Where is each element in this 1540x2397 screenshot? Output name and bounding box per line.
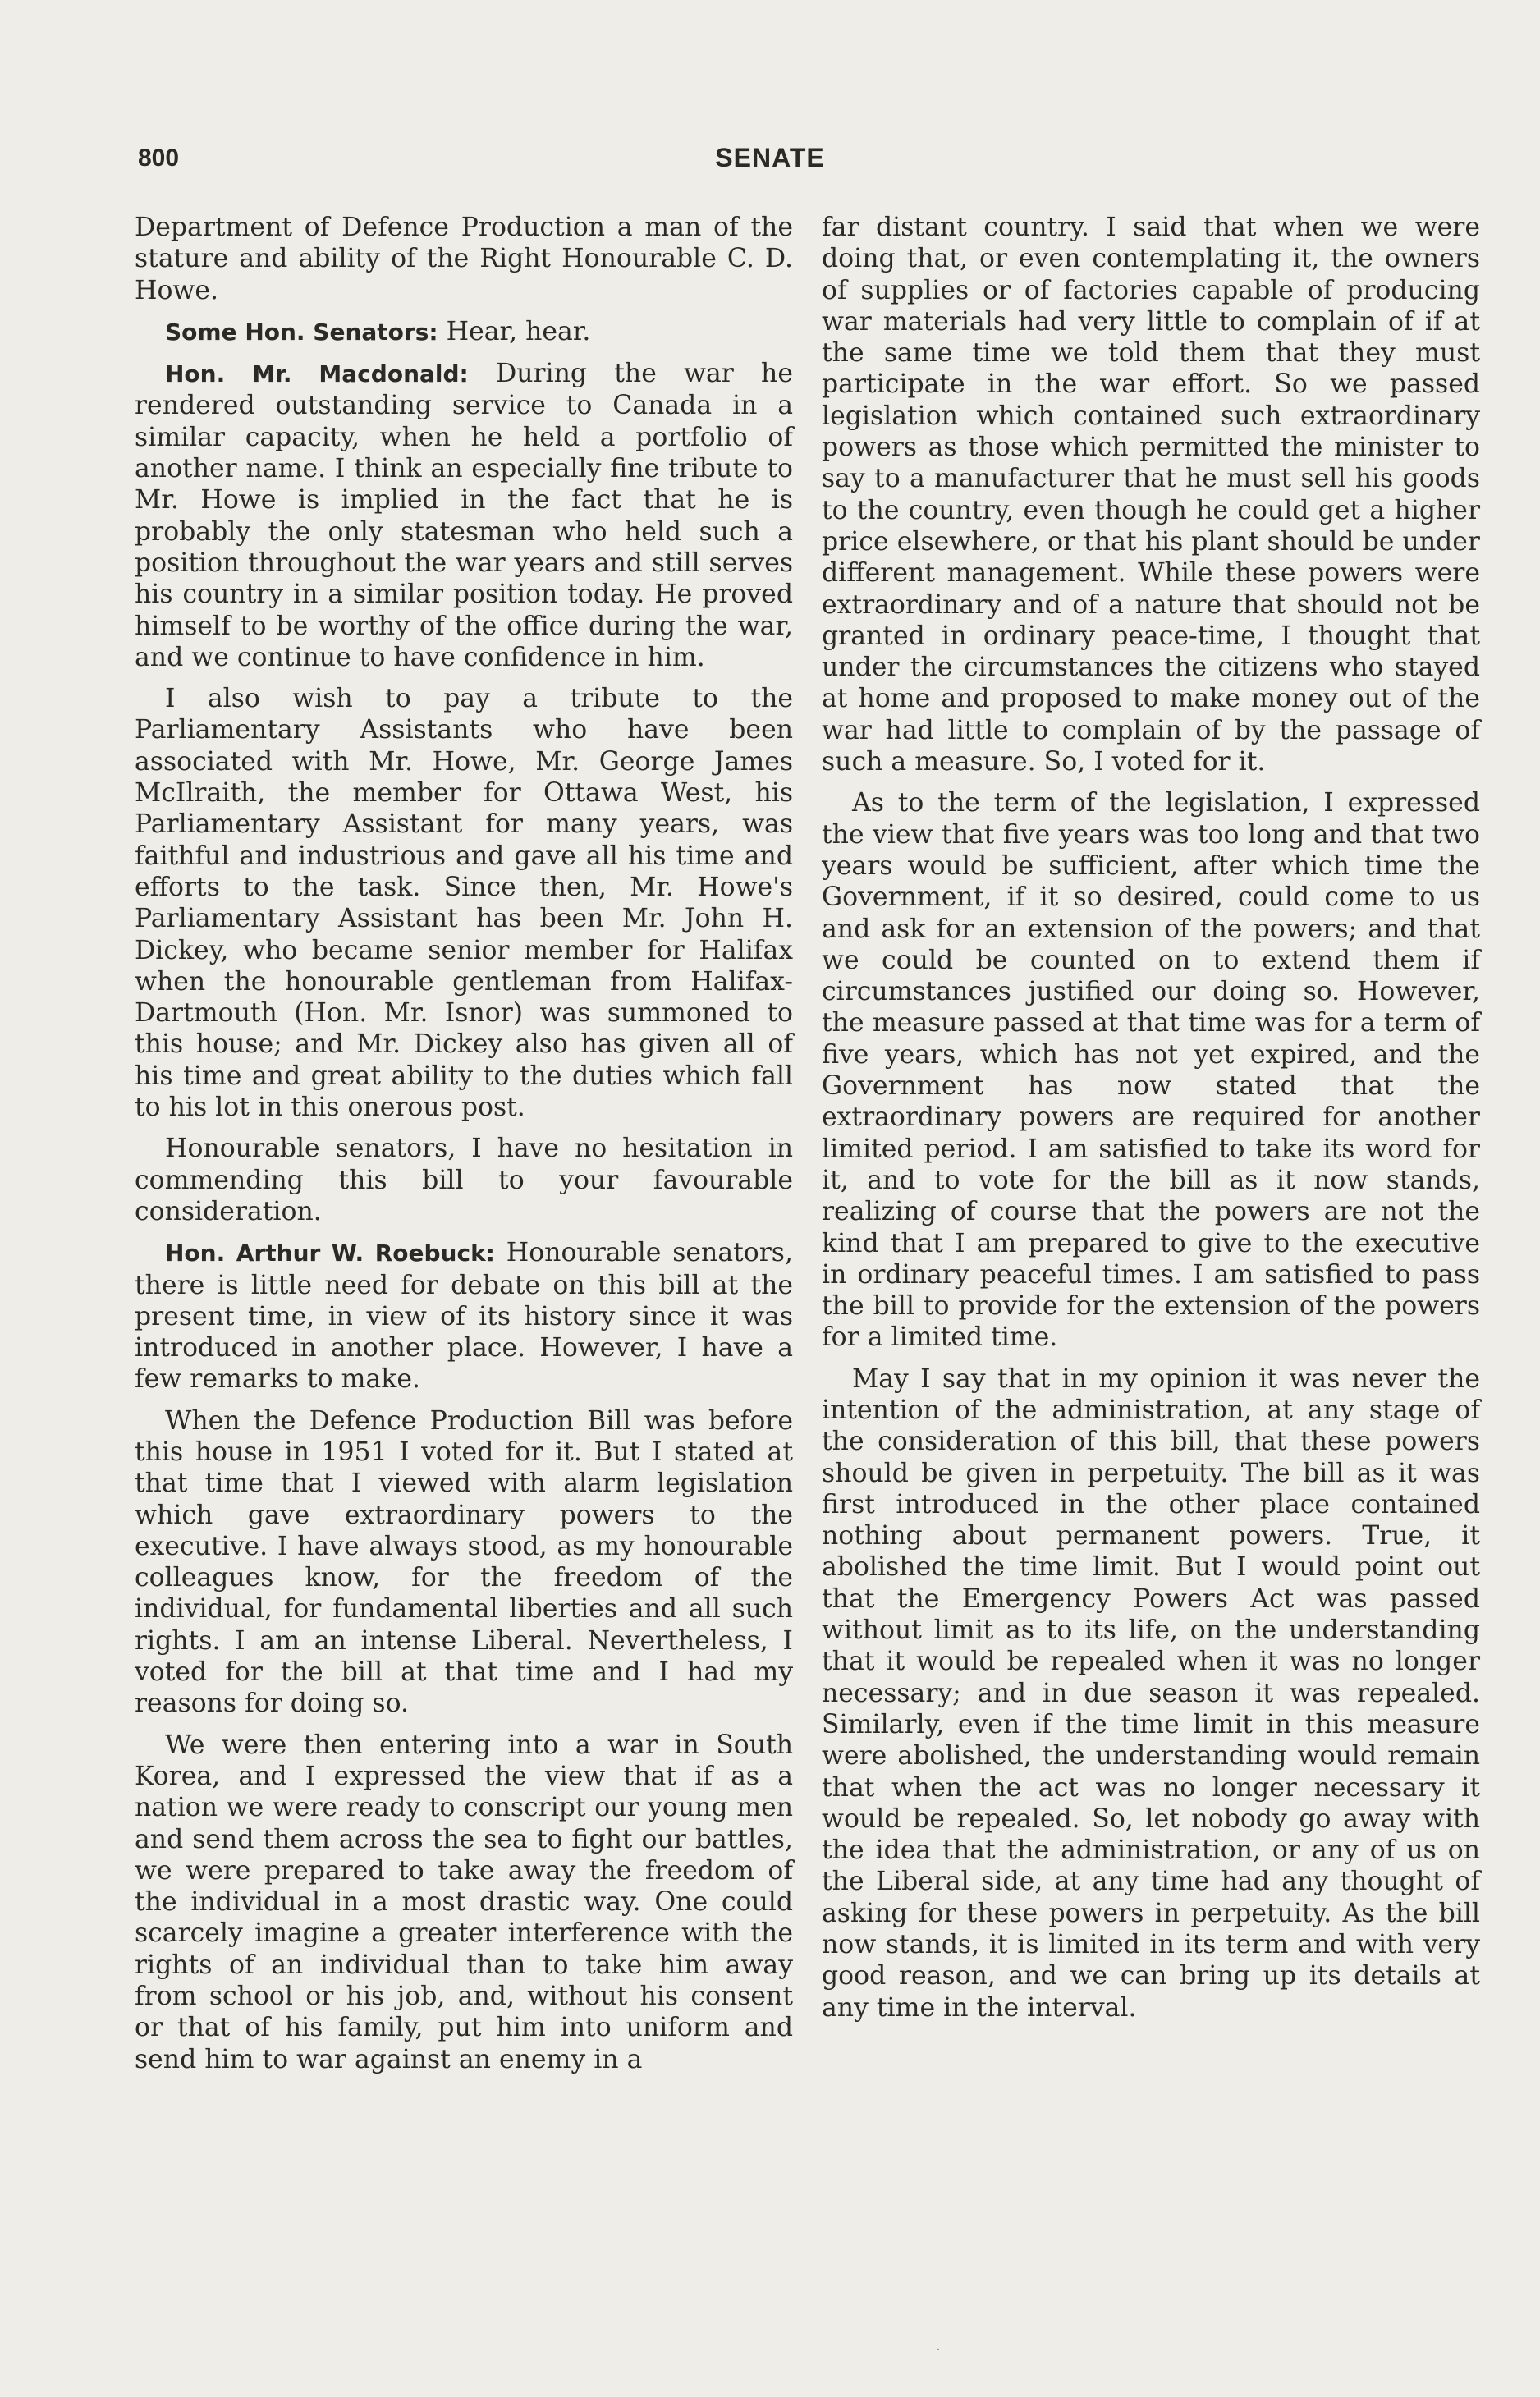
paragraph (135, 1405, 793, 1720)
paragraph-text: far distant country. I said that when we were doing that, or even contemplating it, the owners of supplies or of factories capable of producing war materials had very little to complain of if at the same time we told them that they must participate in the war effort. So we passed legislation which contained such extraordinary powers as those which permitted the minister to say to a manufacturer that he must sell his goods to the country, even though he could get a higher price elsewhere, or that his plant should be under different management. While these powers were extraordinary and of a nature that should not be granted in ordinary peace-time, I thought that under the circumstances the citizens who stayed at home and proposed to make money out of the war had little to complain of by the passage of such a measure. So, I voted for it. (822, 213, 1480, 777)
paragraph (822, 1363, 1480, 2023)
speaker-name: Hon. Mr. Macdonald: (165, 360, 469, 388)
paragraph (135, 358, 793, 673)
paragraph-text: Department of Defence Production a man of the stature and ability of the Right Honourable C. D. Howe. (135, 213, 793, 305)
paragraph-text: As to the term of the legislation, I expressed the view that five years was too long and that two years would be sufficient, after which time the Government, if it so desired, could come to us and ask for an extension of the powers; and that we could be counted on to extend them if circumstances justified our doing so. However, the measure passed at that time was for a term of five years, which has not yet expired, and the Government has now stated that the extraordinary powers are required for another limited period. I am satisfied to take its word for it, and to vote for the bill as it now stands, realizing of course that the powers are not the kind that I am prepared to give to the executive in ordinary peaceful times. I am satisfied to pass the bill to provide for the extension of the powers for a limited time. (822, 788, 1480, 1353)
paragraph (135, 212, 793, 306)
paragraph (135, 1730, 793, 2075)
paragraph-text: May I say that in my opinion it was never the intention of the administration, at any stage of the consideration of this bill, that these powers should be given in perpetuity. The bill as it was first introduced in the other place contained nothing about permanent powers. True, it abolished the time limit. But I would point out that the Emergency Powers Act was passed without limit as to its life, on the understanding that it would be repealed when it was no longer necessary; and in due season it was repealed. Similarly, even if the time limit in this measure were abolished, the understanding would remain that when the act was no longer necessary it would be repealed. So, let nobody go away with the idea that the administration, or any of us on the Liberal side, at any time had any thought of asking for these powers in perpetuity. As the bill now stands, it is limited in its term and with very good reason, and we can bring up its details at any time in the interval. (822, 1363, 1480, 2023)
speaker-name: Hon. Arthur W. Roebuck: (165, 1240, 495, 1267)
paragraph-text: During the war he rendered outstanding service to Canada in a similar capacity, when he held a portfolio of another name. I think an especially fine tribute to Mr. Howe is implied in the fact that he is probably the only statesman who held such a position throughout the war years and still serves his country in a similar position today. He proved himself to be worthy of the office during the war, and we continue to have confidence in him. (135, 359, 793, 672)
paragraph-text: Hear, hear. (446, 316, 591, 346)
speaker-name: Some Hon. Senators: (165, 318, 438, 346)
left-column (135, 212, 793, 2085)
paragraph-text: I also wish to pay a tribute to the Parliamentary Assistants who have been associated with Mr. Howe, Mr. George James McIlraith, the member for Ottawa West, his Parliamentary Assistant for many years, was faithful and industrious and gave all his time and efforts to the task. Since then, Mr. Howe's Parliamentary Assistant has been Mr. John H. Dickey, who became senior member for Halifax when the honourable gentleman from Halifax-Dartmouth (Hon. Mr. Isnor) was summoned to this house; and Mr. Dickey also has given all of his time and great ability to the duties which fall to his lot in this onerous post. (135, 684, 793, 1123)
page-title: SENATE (715, 143, 825, 172)
paragraph (822, 787, 1480, 1353)
paragraph-text: Honourable senators, I have no hesitation in commending this bill to your favourable consideration. (135, 1134, 793, 1226)
paragraph (135, 316, 793, 348)
paragraph-text: When the Defence Production Bill was before this house in 1951 I voted for it. But I stated at that time that I viewed with alarm legislation which gave extraordinary powers to the executive. I have always stood, as my honourable colleagues know, for the freedom of the individual, for fundamental liberties and all such rights. I am an intense Liberal. Nevertheless, I voted for the bill at that time and I had my reasons for doing so. (135, 1405, 793, 1719)
page-number: 800 (138, 144, 180, 172)
paragraph (135, 1237, 793, 1395)
paragraph-text: Honourable senators, there is little need for debate on this bill at the present time, in view of its history since it was introduced in another place. However, I have a few remarks to make. (135, 1238, 793, 1395)
paragraph (135, 683, 793, 1123)
paragraph (822, 212, 1480, 777)
paragraph (135, 1133, 793, 1227)
paragraph-text: We were then entering into a war in South Korea, and I expressed the view that if as a nation we were ready to conscript our young men and send them across the sea to fight our battles, we were prepared to take away the freedom of the individual in a most drastic way. One could scarcely imagine a greater interference with the rights of an individual than to take him away from school or his job, and, without his consent or that of his family, put him into uniform and send him to war against an enemy in a (135, 1730, 793, 2074)
dot-mark: · (936, 2341, 941, 2358)
right-column (822, 212, 1480, 2033)
